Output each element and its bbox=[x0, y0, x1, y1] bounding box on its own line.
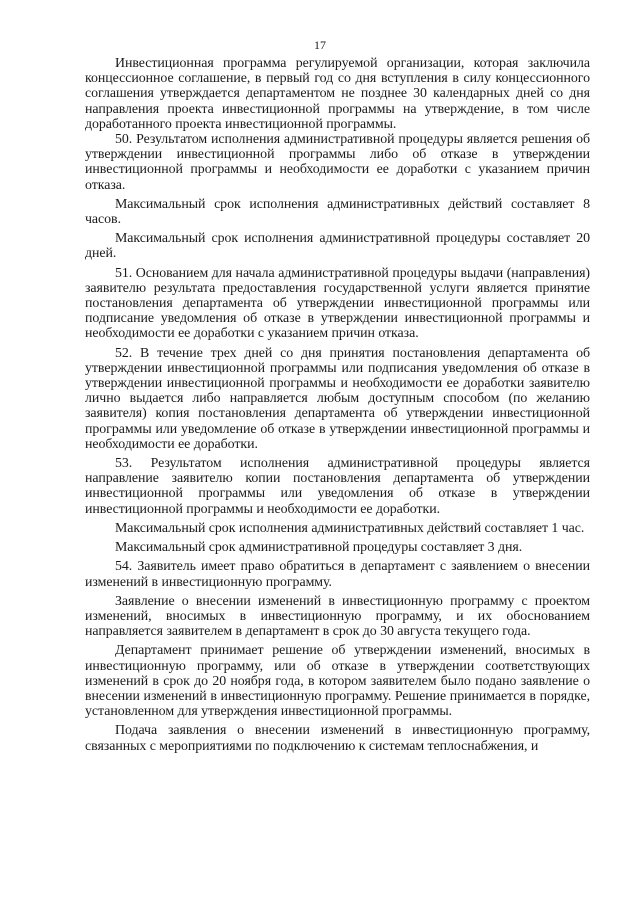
page-number: 17 bbox=[314, 38, 326, 52]
paragraph-54-right-to-apply: 54. Заявитель имеет право обратиться в департамент с заявлением о внесении изменений в инвестиционную программу. bbox=[85, 559, 590, 590]
paragraph-max-term-procedure-20-days: Максимальный срок исполнения административной процедуры составляет 20 дней. bbox=[85, 231, 590, 262]
paragraph-max-term-actions-1-hour: Максимальный срок исполнения административных действий составляет 1 час. bbox=[115, 520, 585, 536]
paragraph-50-result: 50. Результатом исполнения административной процедуры является решения об утверждении инвестиционной программы либо об отказе в утверждении инвестиционной программы и необходимости ее доработки с указанием причин отказа. bbox=[85, 132, 590, 193]
paragraph-51-basis: 51. Основанием для начала административной процедуры выдачи (направления) заявителю результата предоставления государственной услуги является принятие постановления департамента об утверждении инвестиционной программы или подписание уведомления об отказе в утверждении инвестиционной программы и необходимости ее доработки с указанием причин отказа. bbox=[85, 265, 590, 342]
paragraph-investment-program-concession: Инвестиционная программа регулируемой организации, которая заключила концессионное соглашение, в первый год со дня вступления в силу концессионного соглашения утверждается департаментом не позднее 30 календарных дней со дня направления проекта инвестиционной программы на утверждение, в том числе доработанного проекта инвестиционной программы. bbox=[85, 56, 590, 132]
paragraph-application-deadline: Заявление о внесении изменений в инвестиционную программу с проектом изменений, вносимых в инвестиционную программу, и их обоснованием направляется заявителем в департамент в срок до 30 августа текущего года. bbox=[85, 593, 590, 640]
body-text bbox=[85, 56, 590, 754]
paragraph-heat-supply-application: Подача заявления о внесении изменений в инвестиционную программу, связанных с мероприятиями по подключению к системам теплоснабжения, и bbox=[85, 723, 590, 754]
paragraph-53-result: 53. Результатом исполнения административной процедуры является направление заявителю копии постановления департамента об утверждении инвестиционной программы или уведомления об отказе в утверждении инвестиционной программы и необходимости ее доработки. bbox=[85, 456, 590, 517]
paragraph-52-issuance: 52. В течение трех дней со дня принятия постановления департамента об утверждении инвестиционной программы или подписания уведомления об отказе в утверждении инвестиционной программы и необходимости ее доработки заявителю лично выдается либо направляется любым доступным способом (по желанию заявителя) копия постановления департамента об утверждении инвестиционной программы или уведомление об отказе в утверждении инвестиционной программы и необходимости ее доработки. bbox=[85, 345, 590, 452]
paragraph-max-term-procedure-3-days: Максимальный срок административной процедуры составляет 3 дня. bbox=[115, 540, 523, 556]
paragraph-department-decision: Департамент принимает решение об утверждении изменений, вносимых в инвестиционную программу, или об отказе в утверждении соответствующих изменений в срок до 20 ноября года, в котором заявителем было подано заявление о внесении изменений в инвестиционную программу. Решение принимается в порядке, установленном для утверждения инвестиционной программы. bbox=[85, 643, 590, 720]
paragraph-max-term-actions-8-hours: Максимальный срок исполнения административных действий составляет 8 часов. bbox=[85, 196, 590, 228]
